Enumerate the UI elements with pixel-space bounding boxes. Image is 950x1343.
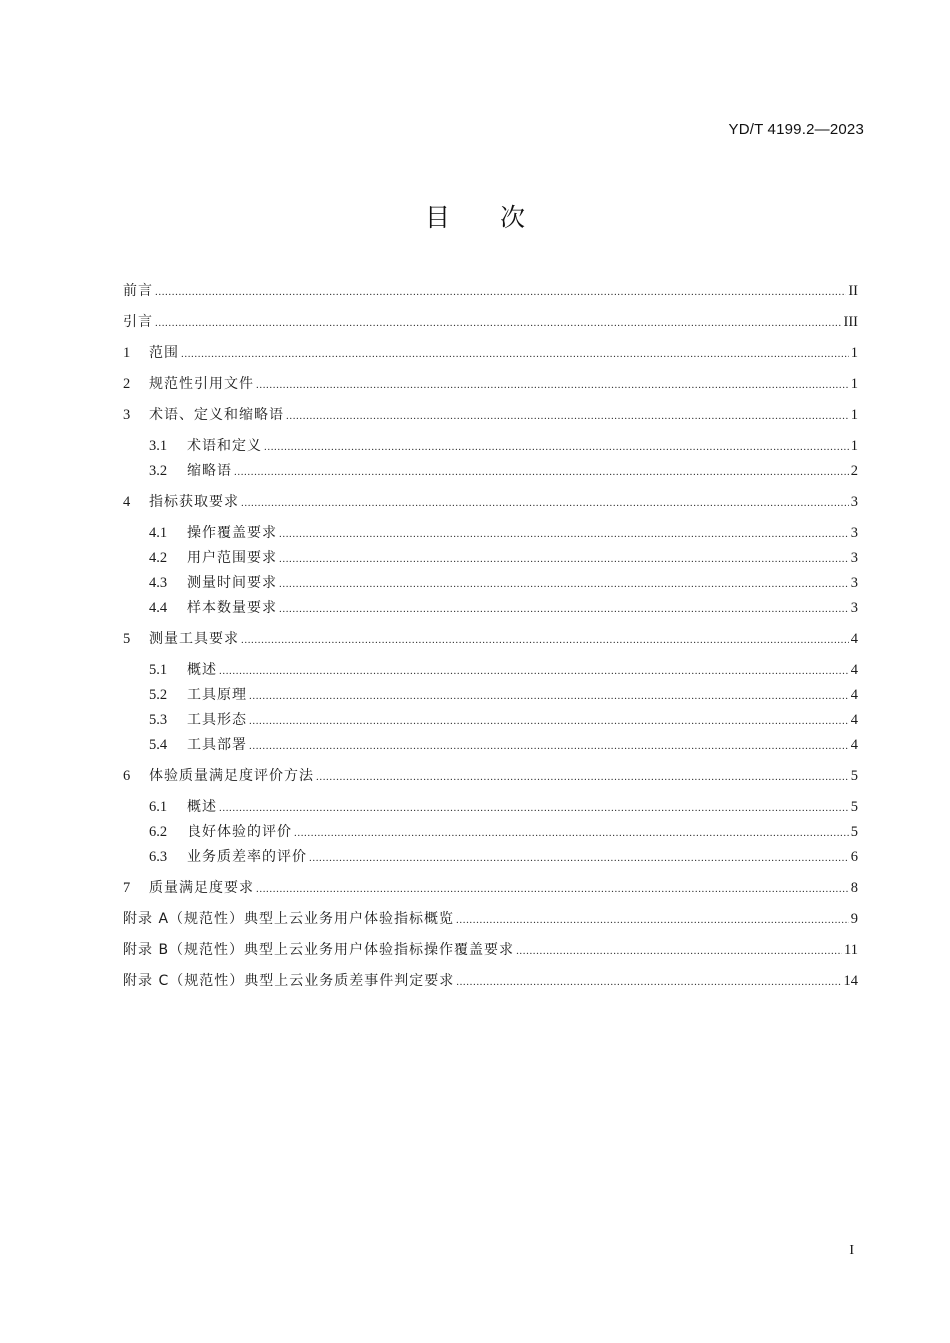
toc-appendix-entry[interactable] [123,971,858,991]
toc-subentry[interactable] [149,548,858,568]
document-code: YD/T 4199.2—2023 [728,121,864,138]
toc-subentry[interactable] [149,523,858,543]
toc-leader-dots [249,736,849,756]
toc-entry-label: 操作覆盖要求 [187,525,277,541]
toc-entry-label: 良好体验的评价 [187,824,292,840]
toc-leader-dots [249,686,849,706]
toc-leader-dots [234,462,849,482]
toc-leader-dots [516,941,842,961]
toc-leader-dots [279,524,849,544]
toc-entry-label: 工具形态 [187,712,247,728]
toc-entry-page: 4 [850,737,858,753]
toc-subentry[interactable] [149,436,858,456]
toc-subentry[interactable] [149,822,858,842]
toc-subentry[interactable] [149,797,858,817]
toc-subentry[interactable] [149,598,858,618]
toc-entry-number: 5.1 [149,662,168,678]
toc-leader-dots [279,599,849,619]
toc-entry-label: 指标获取要求 [149,494,239,510]
toc-entry-label: 术语、定义和缩略语 [149,407,284,423]
toc-entry-page: 4 [850,712,858,728]
toc-entry-label: 引言 [123,314,153,330]
toc-entry-label: 测量工具要求 [149,631,239,647]
page-number: I [849,1243,854,1258]
toc-entry-number: 4 [123,494,131,510]
toc-entry-page: III [843,314,858,330]
toc-subentry[interactable] [149,573,858,593]
page-title: 目次 [424,203,575,232]
toc-entry[interactable] [123,312,858,332]
toc-leader-dots [155,313,842,333]
toc-entry-page: 2 [850,463,858,479]
toc-entry[interactable] [123,629,858,649]
toc-entry-number: 6 [123,768,131,784]
toc-subentry[interactable] [149,847,858,867]
toc-entry-page: 1 [850,345,858,361]
toc-leader-dots [456,972,841,992]
toc-entry-label: 用户范围要求 [187,550,277,566]
toc-leader-dots [249,711,849,731]
toc-entry[interactable] [123,878,858,898]
toc-entry-page: 8 [850,880,858,896]
toc-entry-label: 测量时间要求 [187,575,277,591]
toc-entry-label: 附录 C（规范性）典型上云业务质差事件判定要求 [123,973,455,989]
toc-entry-page: 9 [850,911,858,927]
toc-entry-label: 概述 [187,662,217,678]
toc-leader-dots [264,437,849,457]
toc-leader-dots [241,630,849,650]
toc-subentry[interactable] [149,660,858,680]
toc-leader-dots [316,767,849,787]
toc-entry-label: 规范性引用文件 [149,376,254,392]
toc-leader-dots [155,282,846,302]
toc-entry-number: 3.1 [149,438,168,454]
toc-entry-number: 5.4 [149,737,168,753]
toc-entry-label: 样本数量要求 [187,600,277,616]
toc-entry-page: 4 [850,631,858,647]
toc-leader-dots [294,823,849,843]
toc-entry[interactable] [123,343,858,363]
toc-entry-label: 质量满足度要求 [149,880,254,896]
toc-appendix-entry[interactable] [123,940,858,960]
toc-entry[interactable] [123,492,858,512]
toc-entry-page: 5 [850,768,858,784]
toc-entry-label: 附录 B（规范性）典型上云业务用户体验指标操作覆盖要求 [123,942,515,958]
toc-leader-dots [256,375,849,395]
toc-subentry[interactable] [149,735,858,755]
toc-entry-page: 4 [850,662,858,678]
toc-entry-page: 3 [850,525,858,541]
toc-entry-number: 7 [123,880,131,896]
toc-entry-page: 14 [843,973,858,989]
toc-entry-label: 缩略语 [187,463,232,479]
toc-entry-page: 3 [850,600,858,616]
toc-entry-number: 4.2 [149,550,168,566]
toc-entry-page: II [848,283,858,299]
toc-entry-number: 3.2 [149,463,168,479]
toc-entry-page: 11 [844,942,858,958]
toc-entry-label: 附录 A（规范性）典型上云业务用户体验指标概览 [123,911,455,927]
toc-entry-label: 工具部署 [187,737,247,753]
toc-entry-number: 4.4 [149,600,168,616]
toc-entry-page: 5 [850,824,858,840]
toc-leader-dots [309,848,849,868]
toc-leader-dots [279,549,849,569]
toc-leader-dots [241,493,849,513]
toc-entry[interactable] [123,281,858,301]
toc-entry-label: 范围 [149,345,179,361]
toc-entry-page: 3 [850,494,858,510]
toc-entry-number: 6.2 [149,824,168,840]
toc-entry-number: 6.1 [149,799,168,815]
toc-entry-page: 1 [850,438,858,454]
toc-leader-dots [181,344,849,364]
toc-subentry[interactable] [149,710,858,730]
toc-subentry[interactable] [149,685,858,705]
toc-entry-number: 6.3 [149,849,168,865]
toc-entry-number: 5 [123,631,131,647]
toc-entry-number: 4.3 [149,575,168,591]
toc-leader-dots [279,574,849,594]
toc-entry-label: 业务质差率的评价 [187,849,307,865]
toc-entry[interactable] [123,374,858,394]
toc-subentry[interactable] [149,461,858,481]
toc-entry-number: 3 [123,407,131,423]
toc-leader-dots [219,798,849,818]
toc-appendix-entry[interactable] [123,909,858,929]
toc-entry-page: 6 [850,849,858,865]
toc-entry-number: 4.1 [149,525,168,541]
toc-entry-page: 5 [850,799,858,815]
toc-entry-label: 概述 [187,799,217,815]
toc-leader-dots [219,661,849,681]
toc-entry-label: 体验质量满足度评价方法 [149,768,314,784]
toc-entry-label: 工具原理 [187,687,247,703]
toc-entry-number: 1 [123,345,131,361]
toc-entry-label: 术语和定义 [187,438,262,454]
toc-entry-page: 1 [850,376,858,392]
toc-entry[interactable] [123,766,858,786]
toc-entry-page: 4 [850,687,858,703]
toc-leader-dots [456,910,849,930]
toc-entry-page: 3 [850,575,858,591]
toc-entry-page: 3 [850,550,858,566]
toc-entry-page: 1 [850,407,858,423]
toc-entry-number: 2 [123,376,131,392]
toc-entry-label: 前言 [123,283,153,299]
toc-entry[interactable] [123,405,858,425]
toc-leader-dots [286,406,849,426]
toc-entry-number: 5.2 [149,687,168,703]
toc-entry-number: 5.3 [149,712,168,728]
toc-leader-dots [256,879,849,899]
